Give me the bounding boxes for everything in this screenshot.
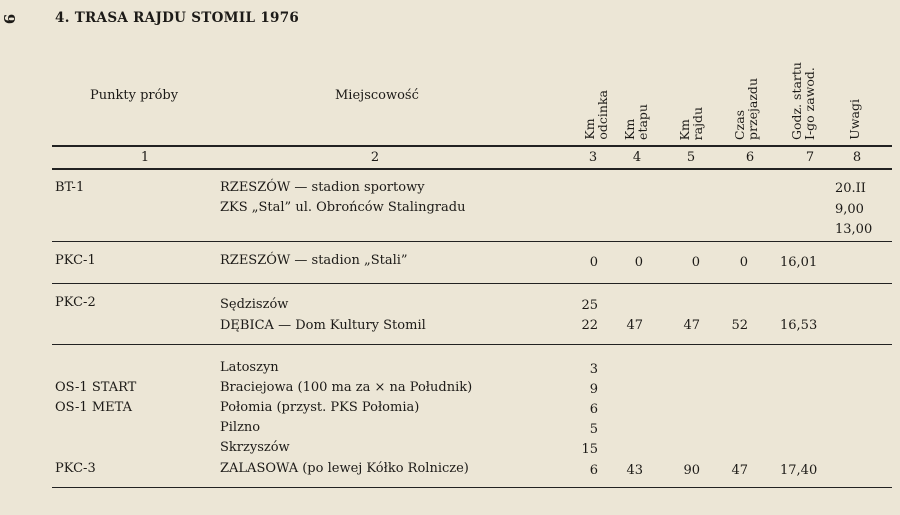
header-km-odcinka: [583, 90, 609, 140]
header-uwagi-line1: Uwagi: [847, 99, 862, 140]
col-number-6: 6: [745, 150, 755, 165]
header-km-rajdu-line2: rajdu: [690, 106, 705, 140]
rule-after-pkc2: [52, 344, 892, 345]
page-title: 4. TRASA RAJDU STOMIL 1976: [55, 10, 300, 26]
row-km-odcinka: 22: [581, 318, 598, 333]
header-km-odcinka-line2: odcinka: [595, 90, 610, 140]
row-km-odcinka: 6: [589, 463, 598, 478]
row-punkt: PKC-3: [55, 461, 96, 476]
row-miejsce: Skrzyszów: [220, 440, 290, 455]
header-godz-startu: [790, 62, 816, 140]
row-km-odcinka: 0: [589, 255, 598, 270]
row-godz: 16,53: [780, 318, 818, 333]
col-number-3: 3: [588, 150, 598, 165]
rule-after-pkc1: [52, 283, 892, 284]
header-uwagi: [848, 99, 861, 140]
header-czas-line2: przejazdu: [745, 78, 760, 140]
row-km-odcinka: 5: [589, 422, 598, 437]
header-km-etapu: [623, 104, 649, 140]
row-km-odcinka: 3: [589, 362, 598, 377]
row-miejsce: ZKS „Stal” ul. Obrońców Stalingradu: [220, 200, 466, 215]
header-km-etapu-line2: etapu: [635, 104, 650, 140]
header-czas-line1: Czas: [732, 109, 747, 140]
row-km-rajdu: 0: [691, 255, 700, 270]
row-miejsce: RZESZÓW — stadion „Stali”: [220, 253, 408, 268]
row-miejsce: Połomia (przyst. PKS Połomia): [220, 400, 420, 415]
row-punkt: OS-1 START: [55, 380, 137, 395]
header-km-odcinka-line1: Km: [582, 118, 597, 140]
row-punkt: PKC-1: [55, 253, 96, 268]
row-miejsce: ZALASOWA (po lewej Kółko Rolnicze): [220, 461, 469, 476]
rule-after-bt1: [52, 241, 892, 242]
header-godz-line1: Godz. startu: [789, 62, 804, 140]
row-punkt: BT-1: [55, 180, 85, 195]
row-czas: 47: [731, 463, 748, 478]
row-km-etapu: 43: [626, 463, 643, 478]
row-uwagi: 13,00: [835, 222, 873, 237]
header-godz-line2: I-go zawod.: [802, 67, 817, 140]
col-number-8: 8: [852, 150, 862, 165]
row-km-odcinka: 9: [589, 382, 598, 397]
col-number-1: 1: [140, 150, 150, 165]
row-punkt: OS-1 META: [55, 400, 132, 415]
row-godz: 16,01: [780, 255, 818, 270]
header-punkty: Punkty próby: [90, 88, 179, 103]
col-number-2: 2: [370, 150, 380, 165]
row-punkt: PKC-2: [55, 295, 96, 310]
row-godz: 17,40: [780, 463, 818, 478]
row-km-etapu: 0: [634, 255, 643, 270]
header-km-etapu-line1: Km: [622, 118, 637, 140]
page-number: 9: [0, 13, 19, 25]
row-km-etapu: 47: [626, 318, 643, 333]
row-uwagi: 9,00: [835, 202, 864, 217]
header-km-rajdu: [678, 107, 704, 140]
rule-header-top: [52, 145, 892, 147]
row-miejsce: Sędziszów: [220, 297, 289, 312]
header-km-rajdu-line1: Km: [677, 118, 692, 140]
row-miejsce: RZESZÓW — stadion sportowy: [220, 180, 425, 195]
row-czas: 0: [739, 255, 748, 270]
row-czas: 52: [731, 318, 748, 333]
header-miejscowosc: Miejscowość: [335, 88, 419, 103]
rule-bottom: [52, 487, 892, 488]
col-number-7: 7: [805, 150, 815, 165]
row-km-odcinka: 25: [581, 298, 598, 313]
col-number-5: 5: [686, 150, 696, 165]
row-miejsce: Latoszyn: [220, 360, 279, 375]
row-miejsce: DĘBICA — Dom Kultury Stomil: [220, 318, 426, 333]
header-czas-przejazdu: [733, 78, 759, 140]
row-uwagi: 20.II: [835, 181, 866, 196]
row-miejsce: Pilzno: [220, 420, 261, 435]
row-km-rajdu: 90: [683, 463, 700, 478]
row-km-rajdu: 47: [683, 318, 700, 333]
col-number-4: 4: [632, 150, 642, 165]
row-km-odcinka: 6: [589, 402, 598, 417]
row-miejsce: Braciejowa (100 ma za × na Południk): [220, 380, 473, 395]
rule-numbers-bottom: [52, 168, 892, 170]
row-km-odcinka: 15: [581, 442, 598, 457]
